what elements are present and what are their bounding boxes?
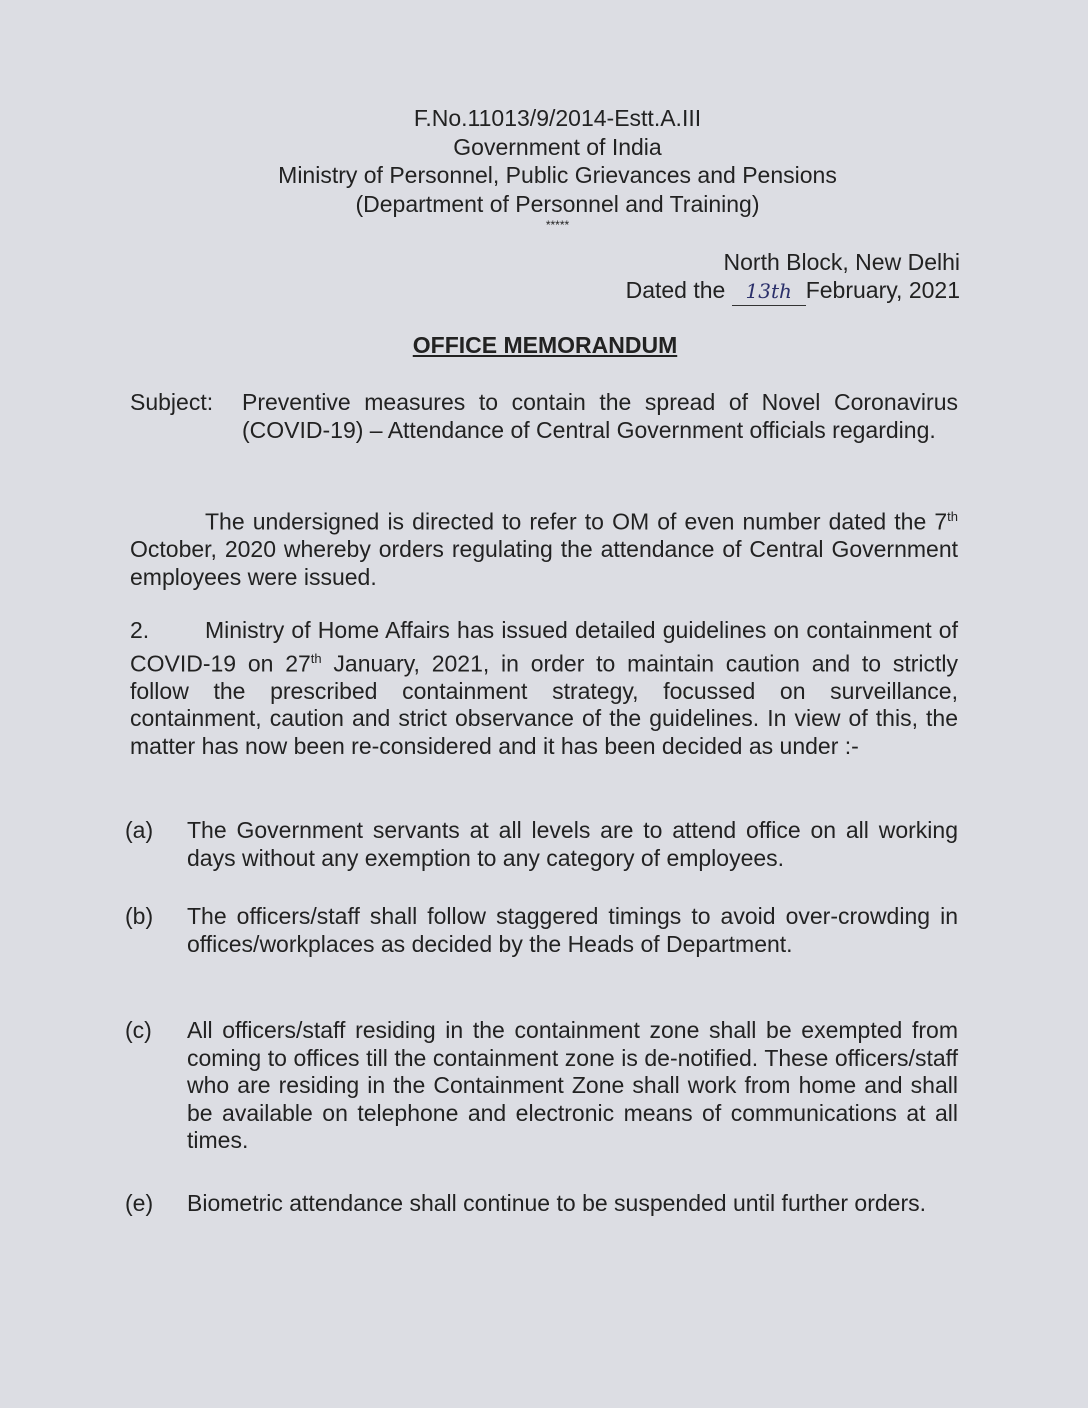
para2-sup: th <box>310 650 322 666</box>
date-suffix: February, 2021 <box>805 277 960 303</box>
place-date-block <box>626 248 960 306</box>
item-label: (e) <box>125 1190 154 1216</box>
item-label: (a) <box>125 817 154 843</box>
paragraph-2 <box>130 617 958 760</box>
ministry-name: Ministry of Personnel, Public Grievances and Pensions <box>278 162 837 188</box>
subject-block <box>130 388 958 444</box>
letterhead <box>0 104 1088 232</box>
date-line <box>626 276 960 306</box>
item-text: Biometric attendance shall continue to be suspended until further orders. <box>187 1190 926 1216</box>
date-prefix: Dated the <box>625 277 726 303</box>
para2-text-b: January, 2021, in order to maintain caution and to strictly follow the prescribed containment strategy, focussed on surveillance, containment, caution and strict observance of the guidelines. In view of this, the matter has now been re-considered and it has been decided as under :- <box>130 650 959 759</box>
item-text: The officers/staff shall follow staggered timings to avoid over-crowding in offices/workplaces as decided by the Heads of Department. <box>187 903 958 957</box>
file-number: F.No.11013/9/2014-Estt.A.III <box>413 105 702 131</box>
list-item <box>125 1190 958 1218</box>
list-item <box>125 903 958 958</box>
subject-label: Subject: <box>130 389 214 415</box>
document-title: OFFICE MEMORANDUM <box>412 332 678 358</box>
department-name: (Department of Personnel and Training) <box>355 190 760 217</box>
para1-sup: th <box>947 509 958 524</box>
para1-text-b: October, 2020 whereby orders regulating the attendance of Central Government employees were issued. <box>130 536 958 590</box>
subject-text: Preventive measures to contain the spread of Novel Coronavirus (COVID-19) – Attendance of Central Government officials regarding. <box>242 389 958 443</box>
place: North Block, New Delhi <box>723 249 960 275</box>
separator-stars: ***** <box>545 218 570 232</box>
handwritten-date: 13th <box>732 277 806 306</box>
para1-text-a: The undersigned is directed to refer to OM of even number dated the 7 <box>205 508 948 535</box>
government-name: Government of India <box>453 133 662 160</box>
paragraph-1 <box>130 503 958 591</box>
item-text: All officers/staff residing in the containment zone shall be exempted from coming to offices till the containment zone is de-notified. These officers/staff who are residing in the Containment Zone shall work from home and shall be available on telephone and electronic means of communications at all times. <box>187 1017 958 1153</box>
item-text: The Government servants at all levels are to attend office on all working days without any exemption to any category of employees. <box>187 817 958 871</box>
item-label: (b) <box>125 903 154 929</box>
list-item <box>125 817 958 872</box>
para2-number: 2. <box>130 617 150 643</box>
para2-text-a: Ministry of Home Affairs has issued detailed guidelines on containment of COVID-19 on 27 <box>130 617 958 677</box>
item-label: (c) <box>125 1017 152 1043</box>
list-item <box>125 1017 958 1155</box>
